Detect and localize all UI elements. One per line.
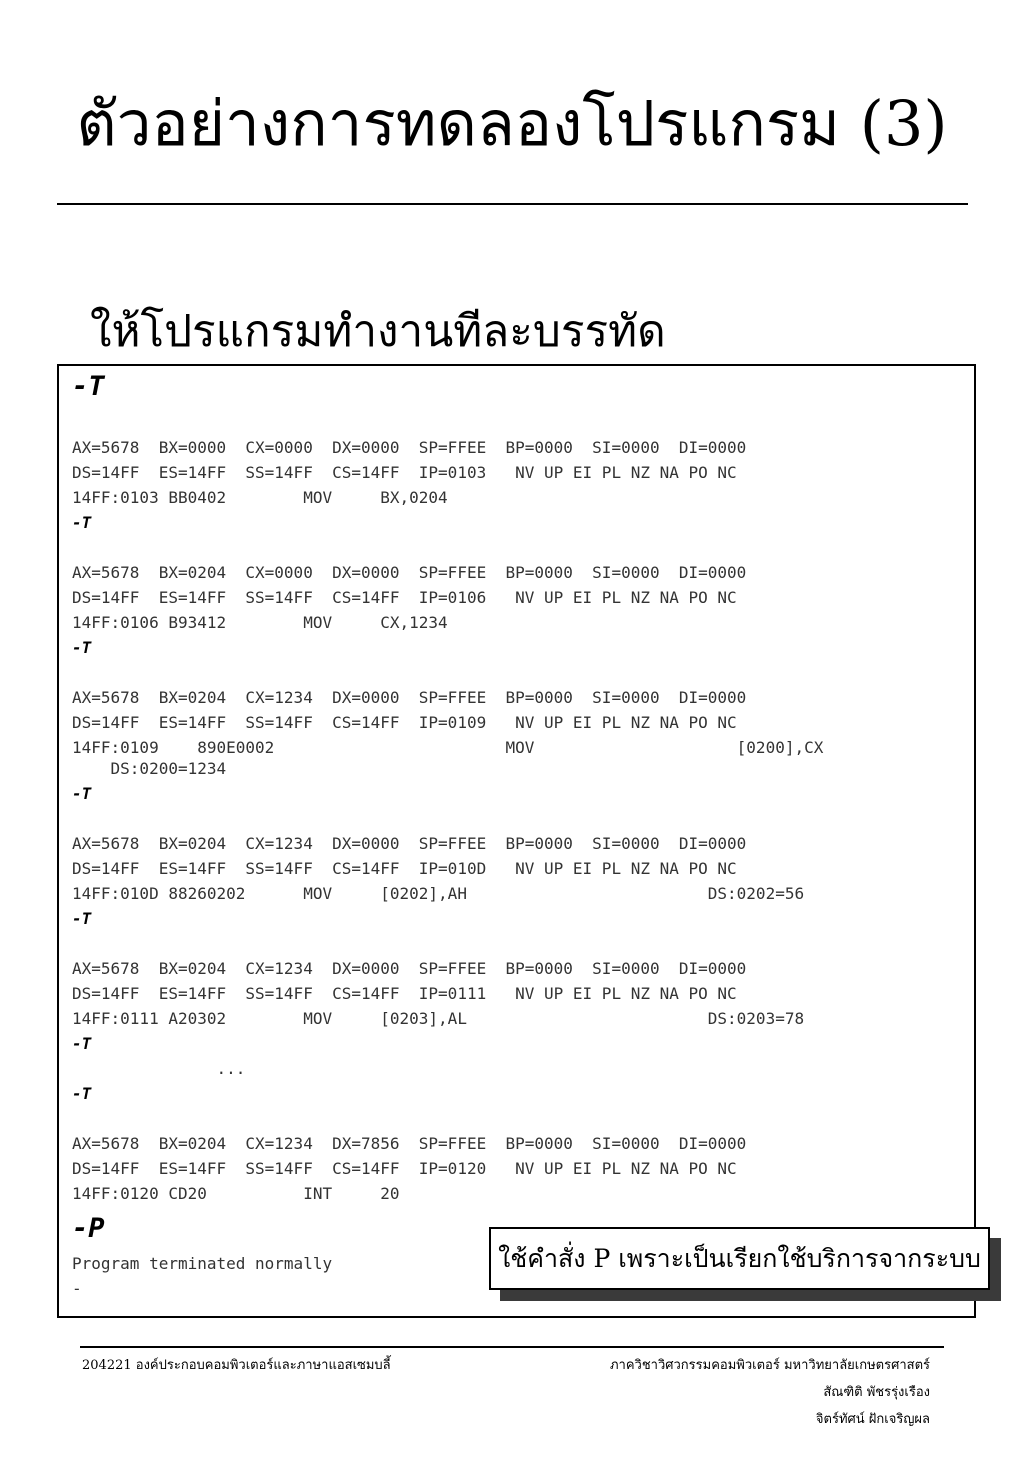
slide-title: ตัวอย่างการทดลองโปรแกรม (3)	[76, 87, 948, 160]
console-line: AX=5678 BX=0204 CX=1234 DX=0000 SP=FFEE BP=0000 SI=0000 DI=0000	[72, 834, 747, 853]
console-line: DS=14FF ES=14FF SS=14FF CS=14FF IP=0106 NV UP EI PL NZ NA PO NC	[72, 588, 737, 607]
slide-subtitle: ให้โปรแกรมทำงานทีละบรรทัด	[90, 306, 666, 357]
footer-author-1: สัณฑิติ พัชรรุ่งเรือง	[823, 1385, 930, 1400]
console-line: 14FF:010D 88260202 MOV [0202],AH DS:0202=56	[72, 884, 805, 903]
console-line: AX=5678 BX=0204 CX=1234 DX=0000 SP=FFEE BP=0000 SI=0000 DI=0000	[72, 688, 747, 707]
debug-command: -T	[72, 784, 92, 803]
callout-note: ใช้คำสั่ง P เพราะเป็นเรียกใช้บริการจากระบบ	[489, 1227, 990, 1290]
console-line: DS:0200=1234	[72, 759, 227, 778]
debug-command: -T	[72, 371, 105, 402]
console-line: Program terminated normally	[72, 1254, 333, 1273]
debug-command: -T	[72, 638, 92, 657]
console-line: 14FF:0109 890E0002 MOV [0200],CX	[72, 738, 824, 757]
console-line: ...	[72, 1059, 246, 1078]
console-line: AX=5678 BX=0000 CX=0000 DX=0000 SP=FFEE BP=0000 SI=0000 DI=0000	[72, 438, 747, 457]
debug-command: -T	[72, 1084, 92, 1103]
console-line: 14FF:0111 A20302 MOV [0203],AL DS:0203=78	[72, 1009, 805, 1028]
console-line: -	[72, 1279, 82, 1298]
debug-command: -T	[72, 513, 92, 532]
console-line: DS=14FF ES=14FF SS=14FF CS=14FF IP=0111 NV UP EI PL NZ NA PO NC	[72, 984, 737, 1003]
console-line: 14FF:0120 CD20 INT 20	[72, 1184, 400, 1203]
console-line: AX=5678 BX=0204 CX=1234 DX=0000 SP=FFEE BP=0000 SI=0000 DI=0000	[72, 959, 747, 978]
console-line: 14FF:0103 BB0402 MOV BX,0204	[72, 488, 448, 507]
console-line: AX=5678 BX=0204 CX=0000 DX=0000 SP=FFEE BP=0000 SI=0000 DI=0000	[72, 563, 747, 582]
footer-divider	[80, 1346, 944, 1348]
title-divider	[57, 203, 968, 205]
console-line: AX=5678 BX=0204 CX=1234 DX=7856 SP=FFEE BP=0000 SI=0000 DI=0000	[72, 1134, 747, 1153]
debug-command: -T	[72, 909, 92, 928]
console-line: 14FF:0106 B93412 MOV CX,1234	[72, 613, 448, 632]
console-line: DS=14FF ES=14FF SS=14FF CS=14FF IP=0103 NV UP EI PL NZ NA PO NC	[72, 463, 737, 482]
debug-command: -T	[72, 1034, 92, 1053]
footer-course: 204221 องค์ประกอบคอมพิวเตอร์และภาษาแอสเซมบลี้	[82, 1358, 391, 1373]
footer-department: ภาควิชาวิศวกรรมคอมพิวเตอร์ มหาวิทยาลัยเกษตรศาสตร์	[609, 1358, 930, 1373]
debug-command: -P	[72, 1213, 105, 1244]
console-line: DS=14FF ES=14FF SS=14FF CS=14FF IP=0120 NV UP EI PL NZ NA PO NC	[72, 1159, 737, 1178]
console-line: DS=14FF ES=14FF SS=14FF CS=14FF IP=010D NV UP EI PL NZ NA PO NC	[72, 859, 737, 878]
footer-author-2: จิตร์ทัศน์ ฝักเจริญผล	[815, 1412, 930, 1427]
console-line: DS=14FF ES=14FF SS=14FF CS=14FF IP=0109 NV UP EI PL NZ NA PO NC	[72, 713, 737, 732]
